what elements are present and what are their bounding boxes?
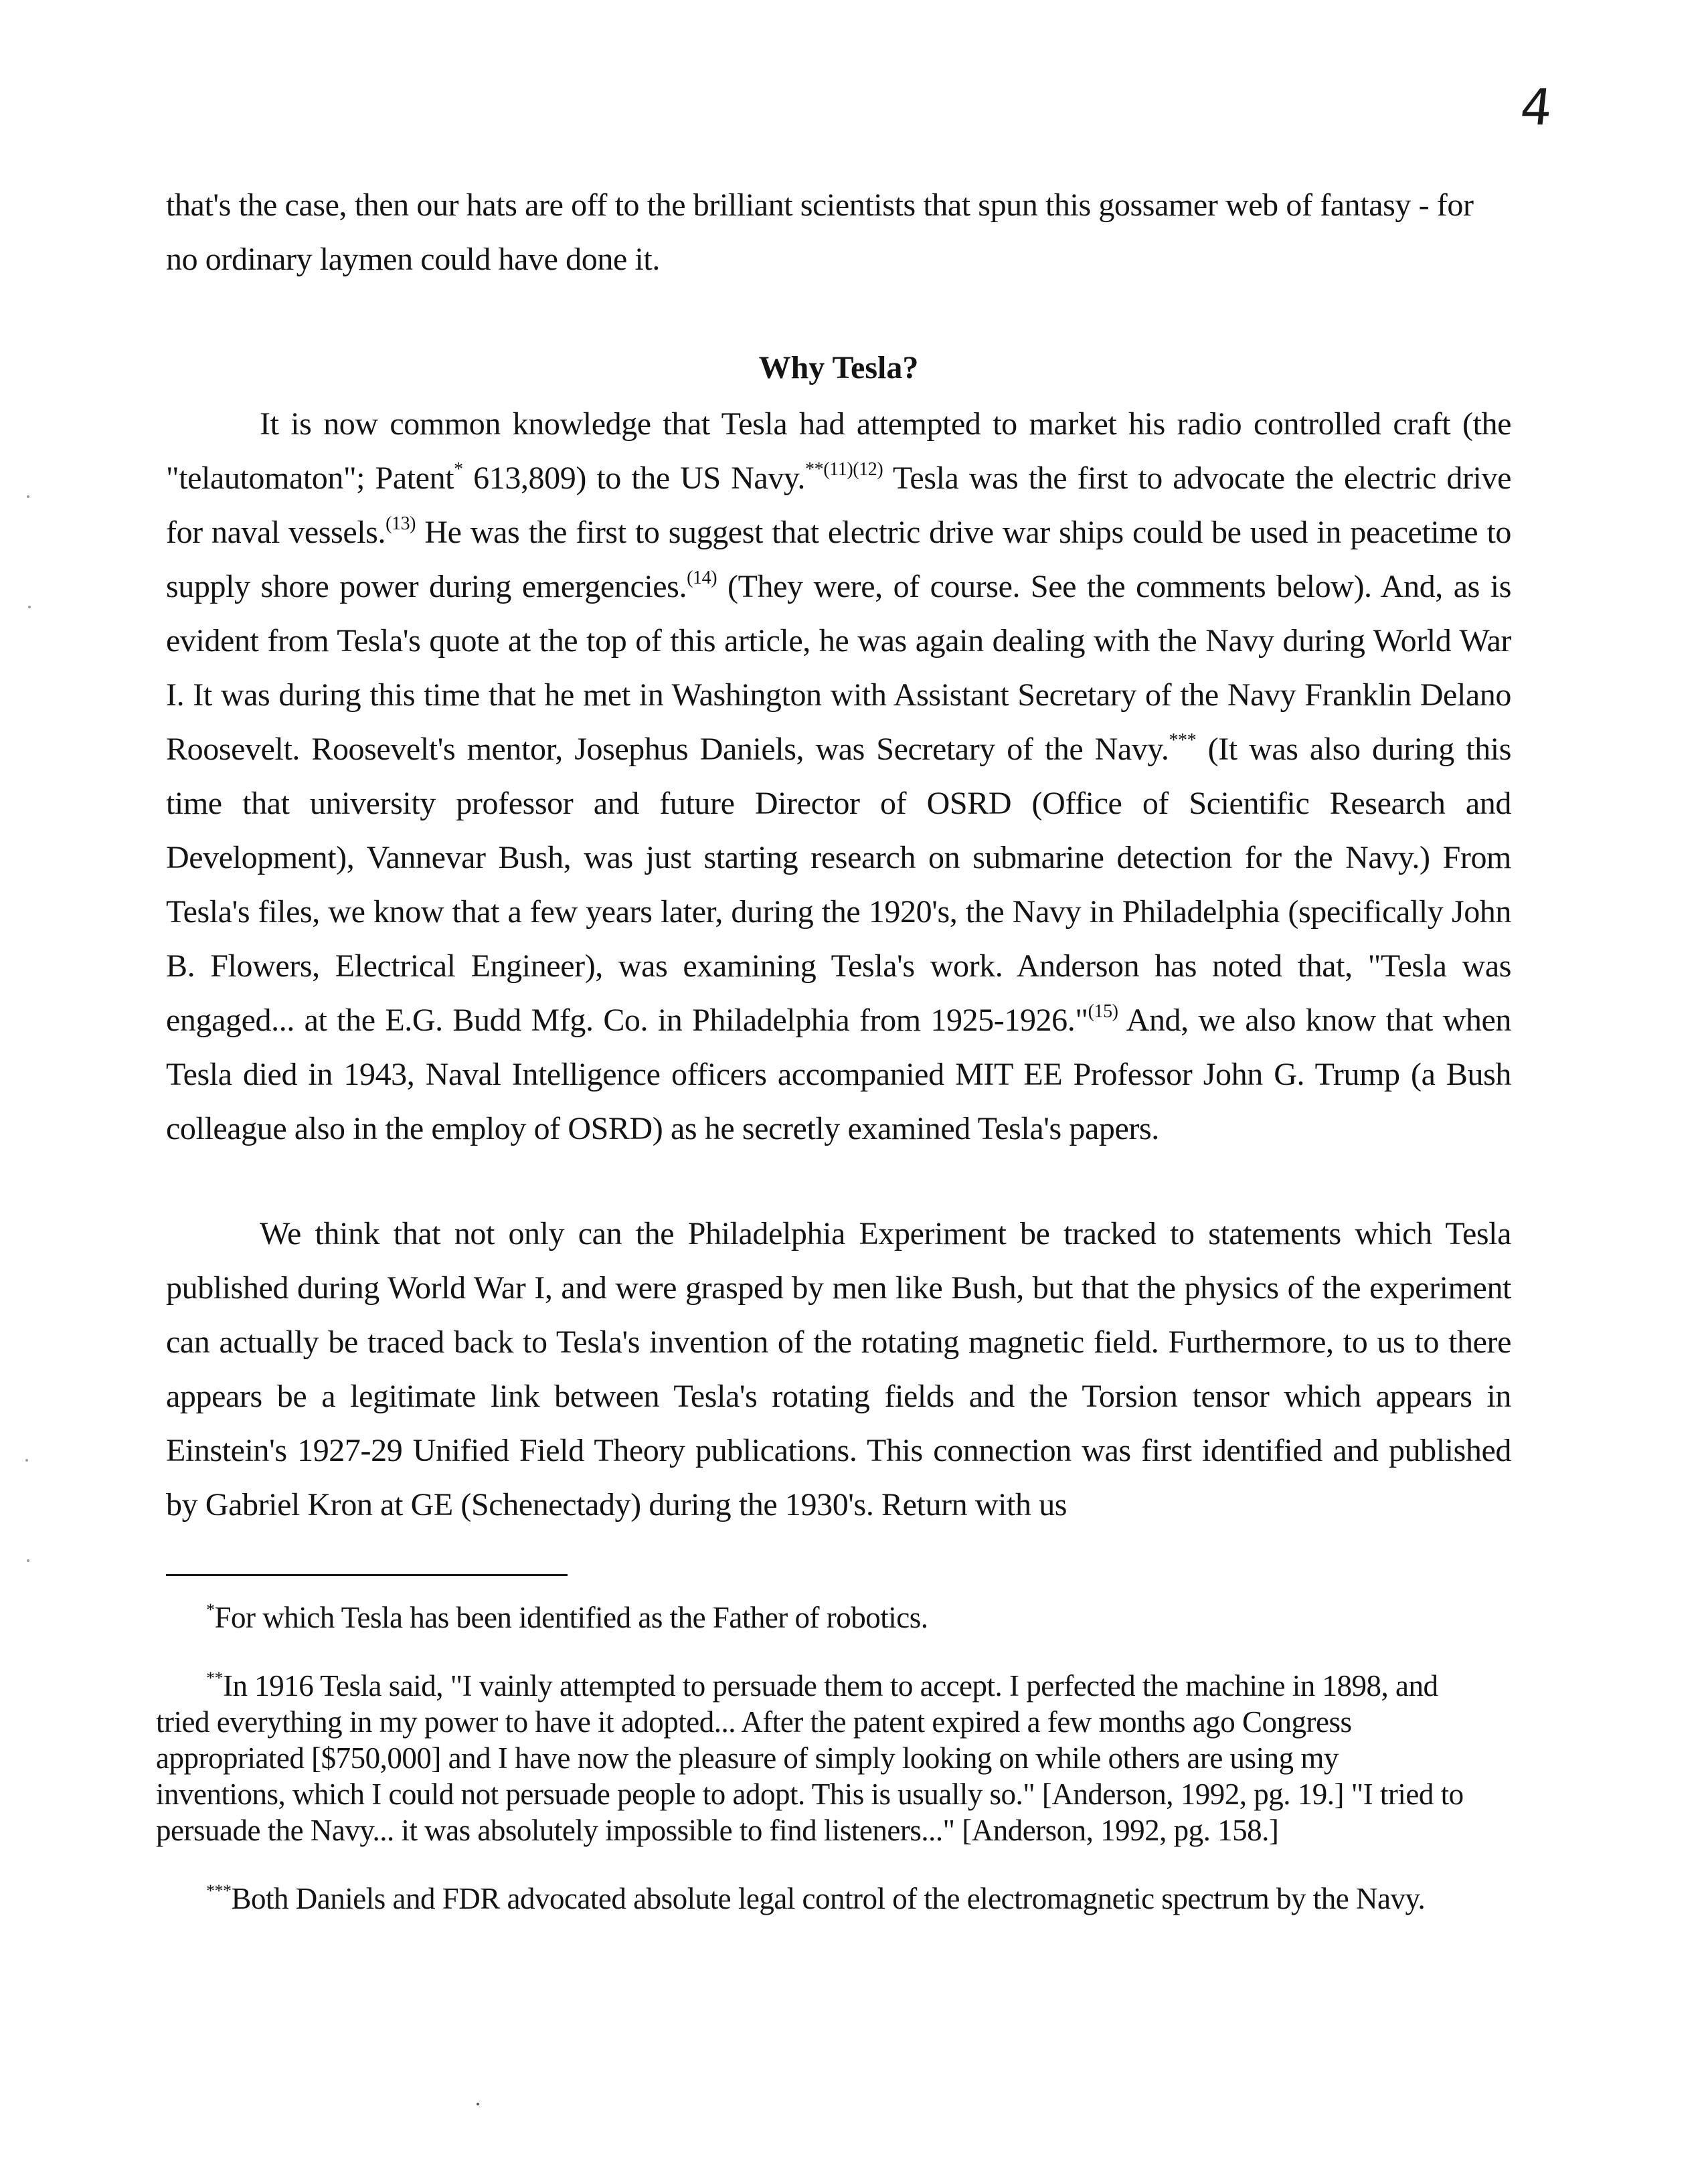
paragraph-2 <box>166 1207 1511 1532</box>
p1-segment-5: (They were, of course. See the comments below). And, as is evident from Tesla's quote at the top of this article, he was again dealing with the Navy during World War I. It was during this time that he met in Washington with Assistant Secretary of the Navy Franklin Delano Roosevelt. Roosevelt's mentor, Josephus Daniels, was Secretary of the Navy. <box>166 569 1511 767</box>
paragraph-1 <box>166 397 1511 1156</box>
page-number: 4 <box>1517 79 1555 137</box>
footnote-ref-2: **(11)(12) <box>805 459 883 480</box>
footnote-3 <box>156 1881 1468 1917</box>
footnote-2-mark: ** <box>206 1668 223 1688</box>
footnote-1-mark: * <box>206 1600 215 1620</box>
p1-segment-2: 613,809) to the US Navy. <box>462 460 806 496</box>
scan-speck <box>28 606 31 608</box>
p1-segment-7: And, we also know that when Tesla died in 1943, Naval Intelligence officers accompanied MIT EE Professor John G. Trump (a Bush colleague also in the employ of OSRD) as he secretly examined Tesla's papers. <box>166 1003 1512 1146</box>
p1-segment-6: (It was also during this time that university professor and future Director of OSRD (Office of Scientific Research and Development), Vannevar Bush, was just starting research on submarine detection for the Navy.) From Tesla's files, we know that a few years later, during the 1920's, the Navy in Philadelphia (specifically John B. Flowers, Electrical Engineer), was examining Tesla's work. Anderson has noted that, "Tesla was engaged... at the E.G. Budd Mfg. Co. in Philadelphia from 1925-1926." <box>166 731 1511 1038</box>
citation-ref-13: (13) <box>386 513 416 534</box>
footnote-2-text: In 1916 Tesla said, "I vainly attempted to persuade them to accept. I perfected the machine in 1898, and tried everything in my power to have it adopted... After the patent expired a few months ago Congress appropriated [$750,000] and I have now the pleasure of simply looking on while others are using my inventions, which I could not persuade people to adopt. This is usually so." [Anderson, 1992, pg. 19.] "I tried to persuade the Navy... it was absolutely impossible to find listeners..." [Anderson, 1992, pg. 158.] <box>156 1669 1464 1847</box>
citation-ref-15: (15) <box>1088 1001 1118 1022</box>
scan-speck <box>25 1459 28 1462</box>
scan-speck <box>27 1559 29 1562</box>
footnote-ref-3: *** <box>1169 730 1197 751</box>
footnote-1-text: For which Tesla has been identified as the Father of robotics. <box>214 1601 928 1634</box>
footnote-3-text: Both Daniels and FDR advocated absolute legal control of the electromagnetic spectrum by the Navy. <box>231 1882 1426 1915</box>
footnotes <box>156 1599 1468 1949</box>
section-heading: Why Tesla? <box>758 350 919 385</box>
footnote-divider <box>166 1574 568 1576</box>
footnote-3-mark: *** <box>206 1881 232 1901</box>
p1-segment-4: He was the first to suggest that electric drive war ships could be used in peacetime to supply shore power during emergencies. <box>166 515 1511 604</box>
p1-segment-1: It is now common knowledge that Tesla had attempted to market his radio controlled craft (the "telautomaton"; Patent <box>166 406 1511 496</box>
scan-speck <box>27 495 29 498</box>
intro-paragraph: that's the case, then our hats are off to the brilliant scientists that spun this gossamer web of fantasy - for no ordinary laymen could have done it. <box>166 187 1474 277</box>
citation-ref-14: (14) <box>687 568 717 588</box>
paragraph-2-text: We think that not only can the Philadelphia Experiment be tracked to statements which Tesla published during World War I, and were grasped by men like Bush, but that the physics of the experiment can actually be traced back to Tesla's invention of the rotating magnetic field. Furthermore, to us to there appears be a legitimate link between Tesla's rotating fields and the Torsion tensor which appears in Einstein's 1927-29 Unified Field Theory publications. This connection was first identified and published by Gabriel Kron at GE (Schenectady) during the 1930's. Return with us <box>166 1216 1511 1523</box>
footnote-1 <box>156 1599 1468 1636</box>
footnote-2 <box>156 1668 1468 1848</box>
footnote-ref-1: * <box>454 459 463 480</box>
paragraph-1-text <box>166 397 1511 1156</box>
scan-speck <box>477 2103 479 2105</box>
p1-segment-3: Tesla was the first to advocate the electric drive for naval vessels. <box>166 460 1511 550</box>
